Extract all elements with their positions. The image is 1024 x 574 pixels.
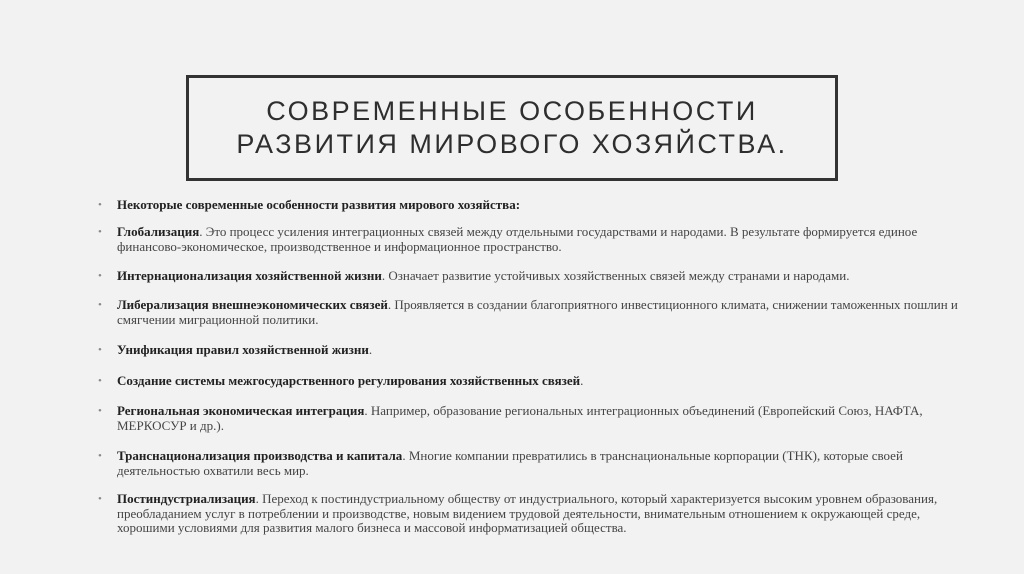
- item-term: Создание системы межгосударственного регулирования хозяйственных связей: [117, 373, 581, 388]
- item-description: .: [580, 373, 584, 388]
- list-item: [98, 374, 978, 389]
- item-description: . Переход к постиндустриальному обществу от индустриального, который характеризуется высоким уровнем образования, преобладанием услуг в потреблении и производстве, новым видением трудовой деятельности, внимательным отношением к окружающей среде, хорошими условиями для развития малого бизнеса и массовой информатизацией общества.: [117, 491, 938, 535]
- item-description: . Означает развитие устойчивых хозяйственных связей между странами и народами.: [381, 268, 850, 283]
- bullet-icon: •: [98, 226, 102, 238]
- list-item: [98, 198, 978, 213]
- title-box: [186, 75, 838, 181]
- title-line-1: СОВРЕМЕННЫЕ ОСОБЕННОСТИ: [266, 96, 758, 126]
- list-item: [98, 449, 978, 478]
- list-item: [98, 492, 978, 536]
- bullet-icon: •: [98, 199, 102, 211]
- item-term: Либерализация внешнеэкономических связей: [117, 297, 388, 312]
- bullet-icon: •: [98, 270, 102, 282]
- list-item: [98, 225, 978, 254]
- title-line-2: РАЗВИТИЯ МИРОВОГО ХОЗЯЙСТВА.: [236, 129, 788, 159]
- item-term: Интернационализация хозяйственной жизни: [117, 268, 382, 283]
- item-term: Региональная экономическая интеграция: [117, 403, 365, 418]
- item-description: . Многие компании превратились в транснациональные корпорации (ТНК), которые своей деятельностью охватили весь мир.: [117, 448, 903, 478]
- list-item: [98, 343, 978, 358]
- item-description: . Это процесс усиления интеграционных связей между отдельными государствами и народами. В результате формируется единое финансово-экономическое, производственное и информационное пространство.: [117, 224, 918, 254]
- list-item: [98, 404, 978, 433]
- slide-title: [236, 95, 787, 161]
- item-term: Некоторые современные особенности развития мирового хозяйства:: [117, 197, 521, 212]
- bullet-icon: •: [98, 299, 102, 311]
- item-description: . Например, образование региональных интеграционных объединений (Европейский Союз, НАФТА, МЕРКОСУР и др.).: [117, 403, 923, 433]
- bullet-icon: •: [98, 375, 102, 387]
- bullet-icon: •: [98, 405, 102, 417]
- bullet-icon: •: [98, 493, 102, 505]
- item-term: Глобализация: [117, 224, 200, 239]
- item-term: Транснационализация производства и капитала: [117, 448, 403, 463]
- list-item: [98, 298, 978, 327]
- bullet-icon: •: [98, 450, 102, 462]
- item-term: Унификация правил хозяйственной жизни: [117, 342, 369, 357]
- list-item: [98, 269, 978, 284]
- bullet-icon: •: [98, 344, 102, 356]
- item-description: . Проявляется в создании благоприятного инвестиционного климата, снижении таможенных пошлин и смягчении миграционной политики.: [117, 297, 958, 327]
- item-term: Постиндустриализация: [117, 491, 256, 506]
- item-description: .: [368, 342, 373, 357]
